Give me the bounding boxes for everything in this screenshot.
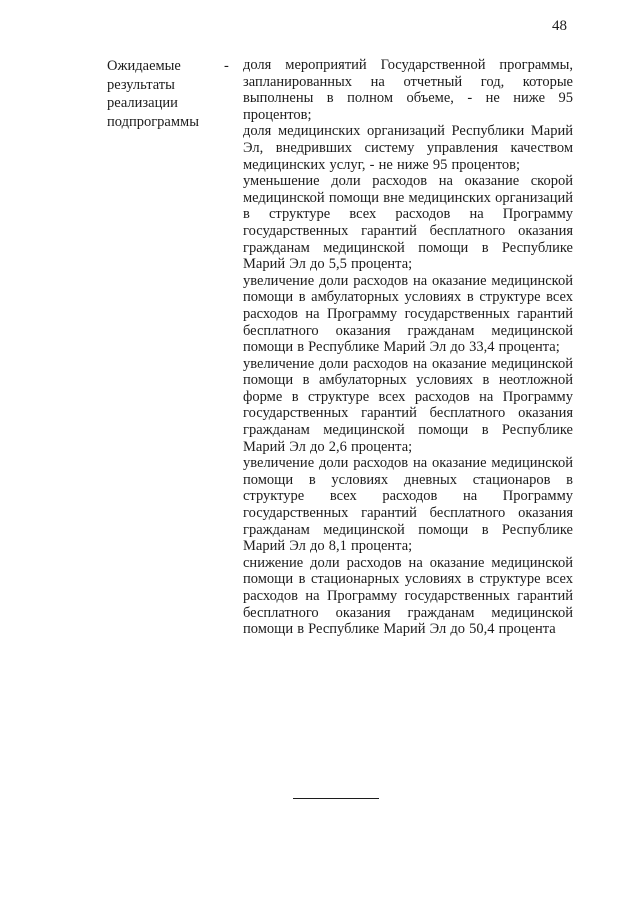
result-item: уменьшение доли расходов на оказание скорой медицинской помощи вне медицинских организаций в структуре всех расходов на Программу государственных гарантий бесплатного оказания гражданам медицинской помощи в Республике Марий Эл до 5,5 процента; <box>243 173 573 273</box>
separator-dash: - <box>224 58 229 74</box>
section-label <box>107 57 227 131</box>
result-item: увеличение доли расходов на оказание медицинской помощи в условиях дневных стационаров в структуре всех расходов на Программу государственных гарантий бесплатного оказания гражданам медицинской помощи в Республике Марий Эл до 8,1 процента; <box>243 455 573 555</box>
result-item: доля медицинских организаций Республики Марий Эл, внедривших систему управления качеством медицинских услуг, - не ниже 95 процентов; <box>243 123 573 173</box>
result-item: снижение доли расходов на оказание медицинской помощи в стационарных условиях в структуре всех расходов на Программу государственных гарантий бесплатного оказания гражданам медицинской помощи в Республике Марий Эл до 50,4 процента <box>243 554 573 638</box>
label-line: результаты <box>107 76 175 93</box>
expected-results-list <box>243 57 573 638</box>
result-item: увеличение доли расходов на оказание медицинской помощи в амбулаторных условиях в неотложной форме в структуре всех расходов на Программу государственных гарантий бесплатного оказания гражданам медицинской помощи в Республике Марий Эл до 2,6 процента; <box>243 355 573 455</box>
page-number: 48 <box>552 18 567 34</box>
label-line: реализации <box>107 95 178 111</box>
result-item: увеличение доли расходов на оказание медицинской помощи в амбулаторных условиях в структуре всех расходов на Программу государственных гарантий бесплатного оказания гражданам медицинской помощи в Республике Марий Эл до 33,4 процента; <box>243 272 573 356</box>
end-rule <box>293 798 379 799</box>
result-item: доля мероприятий Государственной программы, запланированных на отчетный год, которые выполнены в полном объеме, - не ниже 95 процентов; <box>243 57 573 123</box>
label-line: Ожидаемые <box>107 58 181 74</box>
label-line: подпрограммы <box>107 113 199 130</box>
